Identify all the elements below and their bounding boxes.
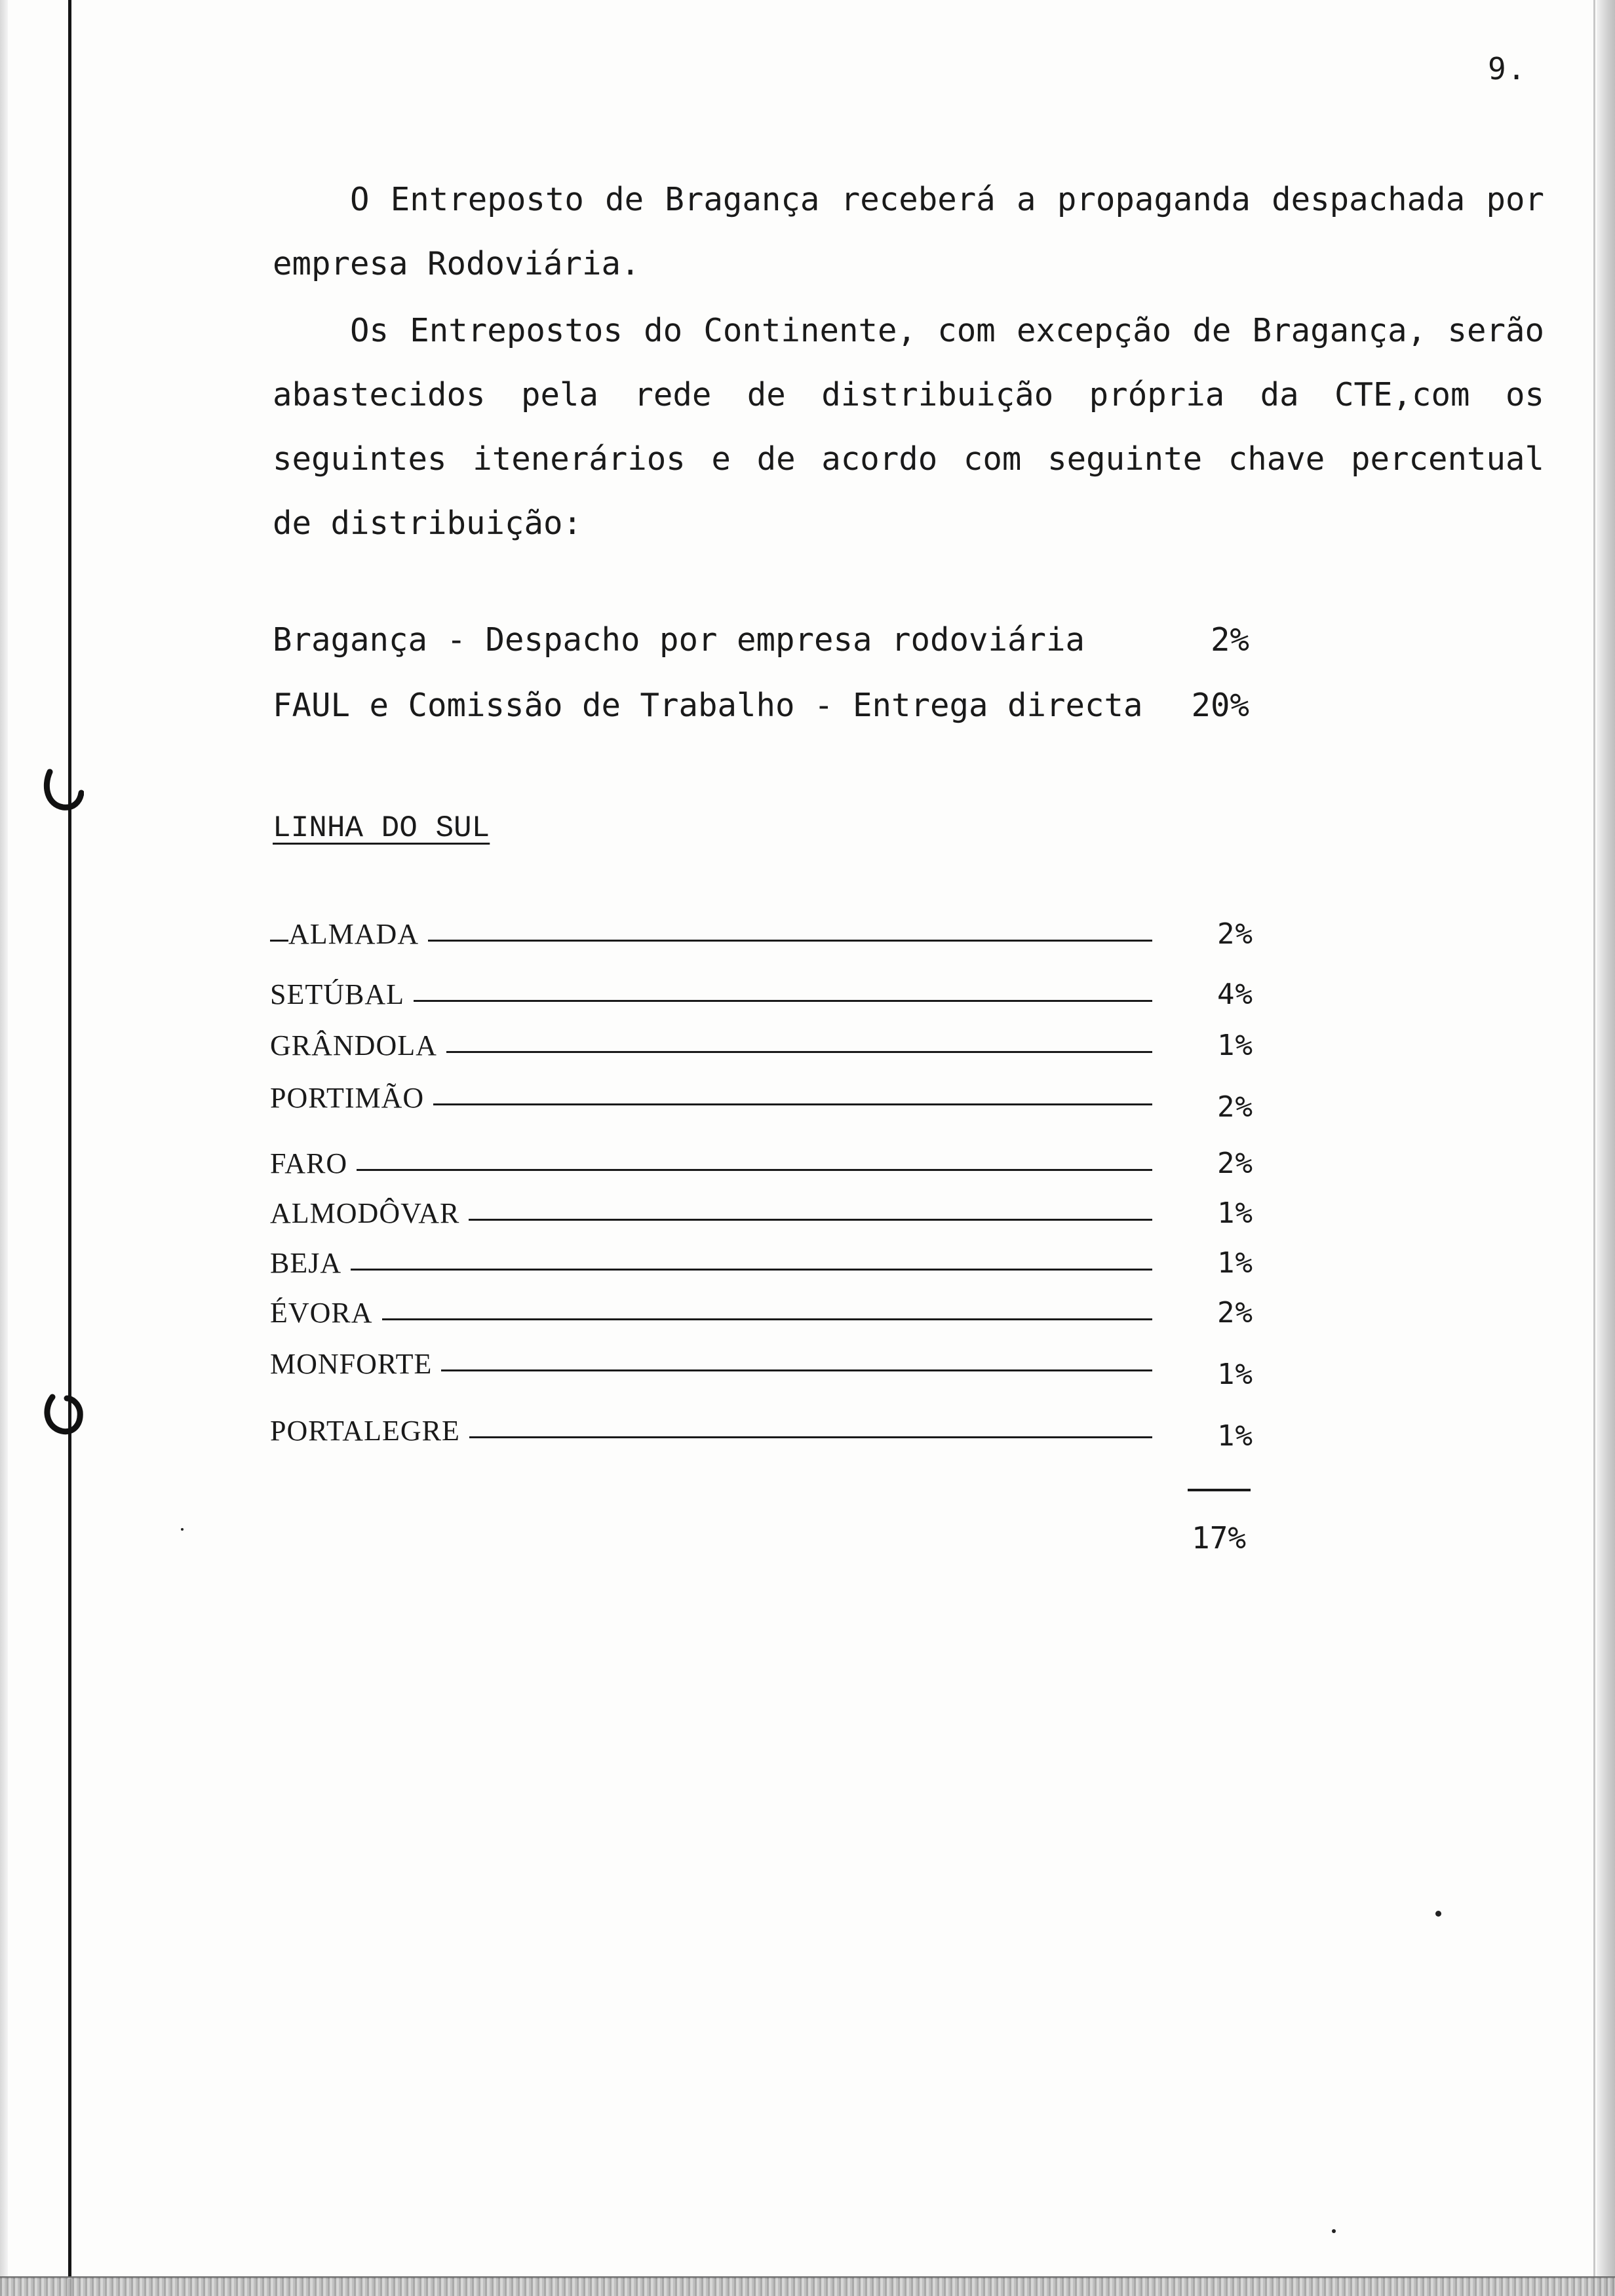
route-name: PORTIMÃO [270,1079,433,1118]
route-percentage: 1% [1217,1029,1253,1062]
route-name: BEJA [270,1244,351,1283]
route-name: GRÂNDOLA [270,1026,446,1065]
route-percentage: 2% [1217,1296,1253,1330]
punch-hole-icon [43,1390,84,1436]
route-percentage: 1% [1217,1196,1253,1230]
delivery-percentage: 20% [1191,687,1249,724]
route-name: FARO [270,1144,357,1183]
punch-hole-icon [43,767,84,813]
total-rule [1188,1489,1251,1491]
route-percentage: 4% [1217,978,1253,1011]
route-percentage: 2% [1217,1090,1253,1124]
route-percentage: 2% [1217,1147,1253,1180]
binder-margin-line [68,0,71,2296]
route-name: ALMADA [288,915,428,954]
route-row [270,1194,1253,1233]
route-percentage: 2% [1217,917,1253,951]
delivery-percentage: 2% [1210,621,1249,659]
route-row [270,975,1253,1014]
scan-right-edge-line [1593,0,1595,2296]
leader-line [270,1269,1152,1271]
scan-left-strip [0,0,8,2296]
route-name: SETÚBAL [270,975,414,1014]
route-percentage: 1% [1217,1246,1253,1280]
route-percentage: 1% [1217,1419,1253,1453]
route-row [270,1244,1253,1283]
delivery-label: Bragança - Despacho por empresa rodoviária [273,621,1085,659]
section-heading: LINHA DO SUL [273,811,490,845]
delivery-row [273,683,1249,729]
scan-speck [1332,2229,1336,2233]
page-number: 9. [1488,51,1527,86]
scan-speck [181,1528,184,1531]
leader-line [270,1318,1152,1320]
route-name: PORTALEGRE [270,1411,469,1451]
total-percentage: 17% [1192,1520,1247,1556]
route-row [270,1345,1253,1391]
route-row [270,1293,1253,1333]
route-row [270,915,1253,954]
delivery-row [273,617,1249,663]
route-name: ÉVORA [270,1293,382,1333]
route-row [270,1144,1253,1183]
scan-right-edge [1597,0,1615,2296]
route-row [270,1026,1253,1065]
leader-line [270,1169,1152,1171]
paragraph: O Entreposto de Bragança receberá a propaganda despachada por empresa Rodoviária. [273,181,1544,282]
scan-speck [1435,1911,1441,1917]
paragraph: Os Entrepostos do Continente, com excepção de Bragança, serão abastecidos pela rede de distribuição própria da CTE,com os seguintes itenerários e de acordo com seguinte chave percentual de distribuição: [273,312,1544,542]
scan-bottom-edge [0,2278,1615,2296]
route-percentage: 1% [1217,1358,1253,1391]
route-row [270,1411,1253,1451]
route-row [270,1079,1253,1124]
route-name: ALMODÔVAR [270,1194,469,1233]
delivery-label: FAUL e Comissão de Trabalho - Entrega directa [273,687,1143,724]
route-name: MONFORTE [270,1345,441,1384]
